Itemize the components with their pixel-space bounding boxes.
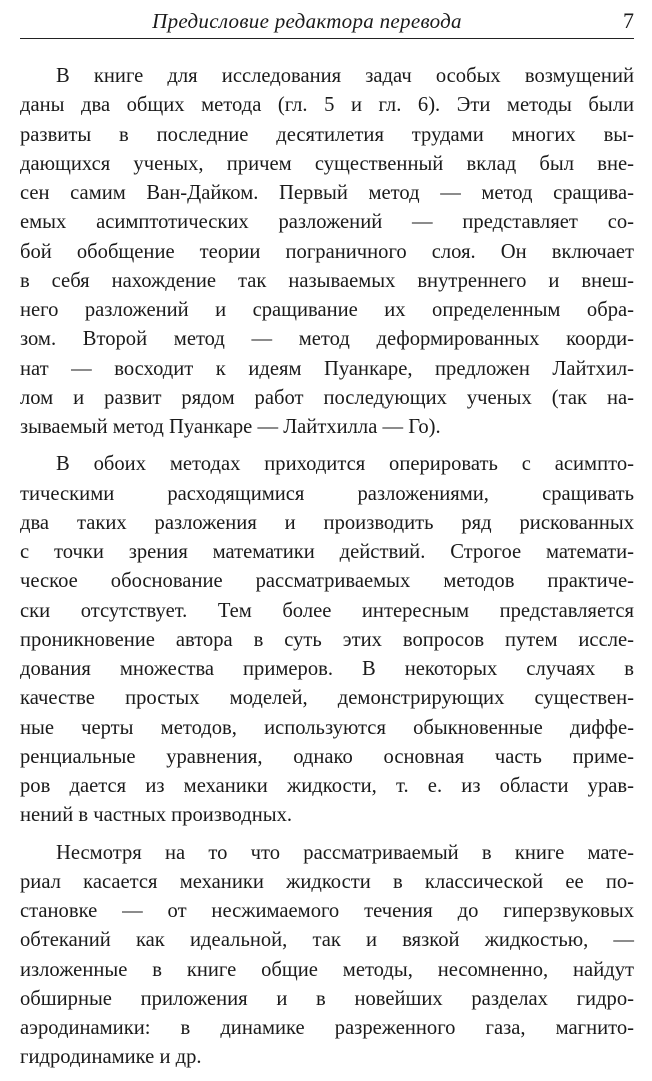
text-line: дования множества примеров. В некоторых случаях в: [20, 658, 634, 680]
text-line: обтеканий как идеальной, так и вязкой жидкостью, —: [20, 929, 634, 952]
text-line: емых асимптотических разложений — представляет со-: [20, 211, 634, 234]
text-line: становке — от несжимаемого течения до гиперзвуковых: [20, 900, 634, 922]
text-line: с точки зрения математики действий. Строгое математи-: [20, 541, 634, 563]
text-line: качестве простых моделей, демонстрирующих существен-: [20, 687, 634, 710]
text-line: Несмотря на то что рассматриваемый в книге мате-: [56, 841, 634, 864]
text-line: в себя нахождение так называемых внутреннего и внеш-: [20, 269, 634, 292]
text-line: В книге для исследования задач особых возмущений: [56, 65, 634, 87]
paragraph-asymptotic: [20, 450, 634, 830]
text-line: лом и развит рядом работ последующих ученых (так на-: [20, 386, 634, 409]
text-line: сен самим Ван-Дайком. Первый метод — метод сращива-: [20, 182, 634, 204]
text-line: проникновение автора в суть этих вопросов путем иссле-: [20, 628, 634, 651]
text-line: тическими расходящимися разложениями, сращивать: [20, 482, 634, 505]
page-number: 7: [623, 8, 634, 33]
text-line: нений в частных производных.: [20, 804, 293, 827]
text-line: риал касается механики жидкости в классической ее по-: [20, 870, 634, 893]
paragraph-methods: [20, 62, 634, 442]
running-head: [20, 6, 634, 39]
running-head-title: Предисловие редактора перевода: [152, 9, 462, 33]
text-line: ренциальные уравнения, однако основная часть приме-: [20, 745, 634, 768]
text-line: развиты в последние десятилетия трудами многих вы-: [20, 123, 634, 146]
text-line: ческое обоснование рассматриваемых методов практиче-: [20, 570, 634, 593]
text-line: В обоих методах приходится оперировать с асимпто-: [56, 453, 634, 476]
text-line: него разложений и сращивание их определенным обра-: [20, 299, 634, 321]
text-line: обширные приложения и в новейших разделах гидро-: [20, 987, 634, 1010]
text-line: ров дается из механики жидкости, т. е. из области урав-: [20, 775, 634, 797]
paragraph-applications: [20, 839, 634, 1073]
text-line: зом. Второй метод — метод деформированных коорди-: [20, 328, 634, 351]
text-line: два таких разложения и производить ряд рискованных: [20, 511, 634, 534]
text-line: изложенные в книге общие методы, несомненно, найдут: [20, 958, 634, 981]
text-line: ные черты методов, используются обыкновенные диффе-: [20, 716, 634, 739]
text-line: нат — восходит к идеям Пуанкаре, предложен Лайтхил-: [20, 357, 634, 380]
text-line: дающихся ученых, причем существенный вклад был вне-: [20, 152, 634, 175]
text-line: гидродинамике и др.: [20, 1046, 202, 1069]
text-line: даны два общих метода (гл. 5 и гл. 6). Эти методы были: [20, 94, 634, 117]
text-line: зываемый метод Пуанкаре — Лайтхилла — Го).: [20, 416, 441, 438]
text-line: бой обобщение теории пограничного слоя. Он включает: [20, 240, 634, 263]
text-line: аэродинамики: в динамике разреженного газа, магнито-: [20, 1017, 634, 1039]
body-text: [20, 62, 634, 1081]
text-line: ски отсутствует. Тем более интересным представляется: [20, 599, 634, 622]
